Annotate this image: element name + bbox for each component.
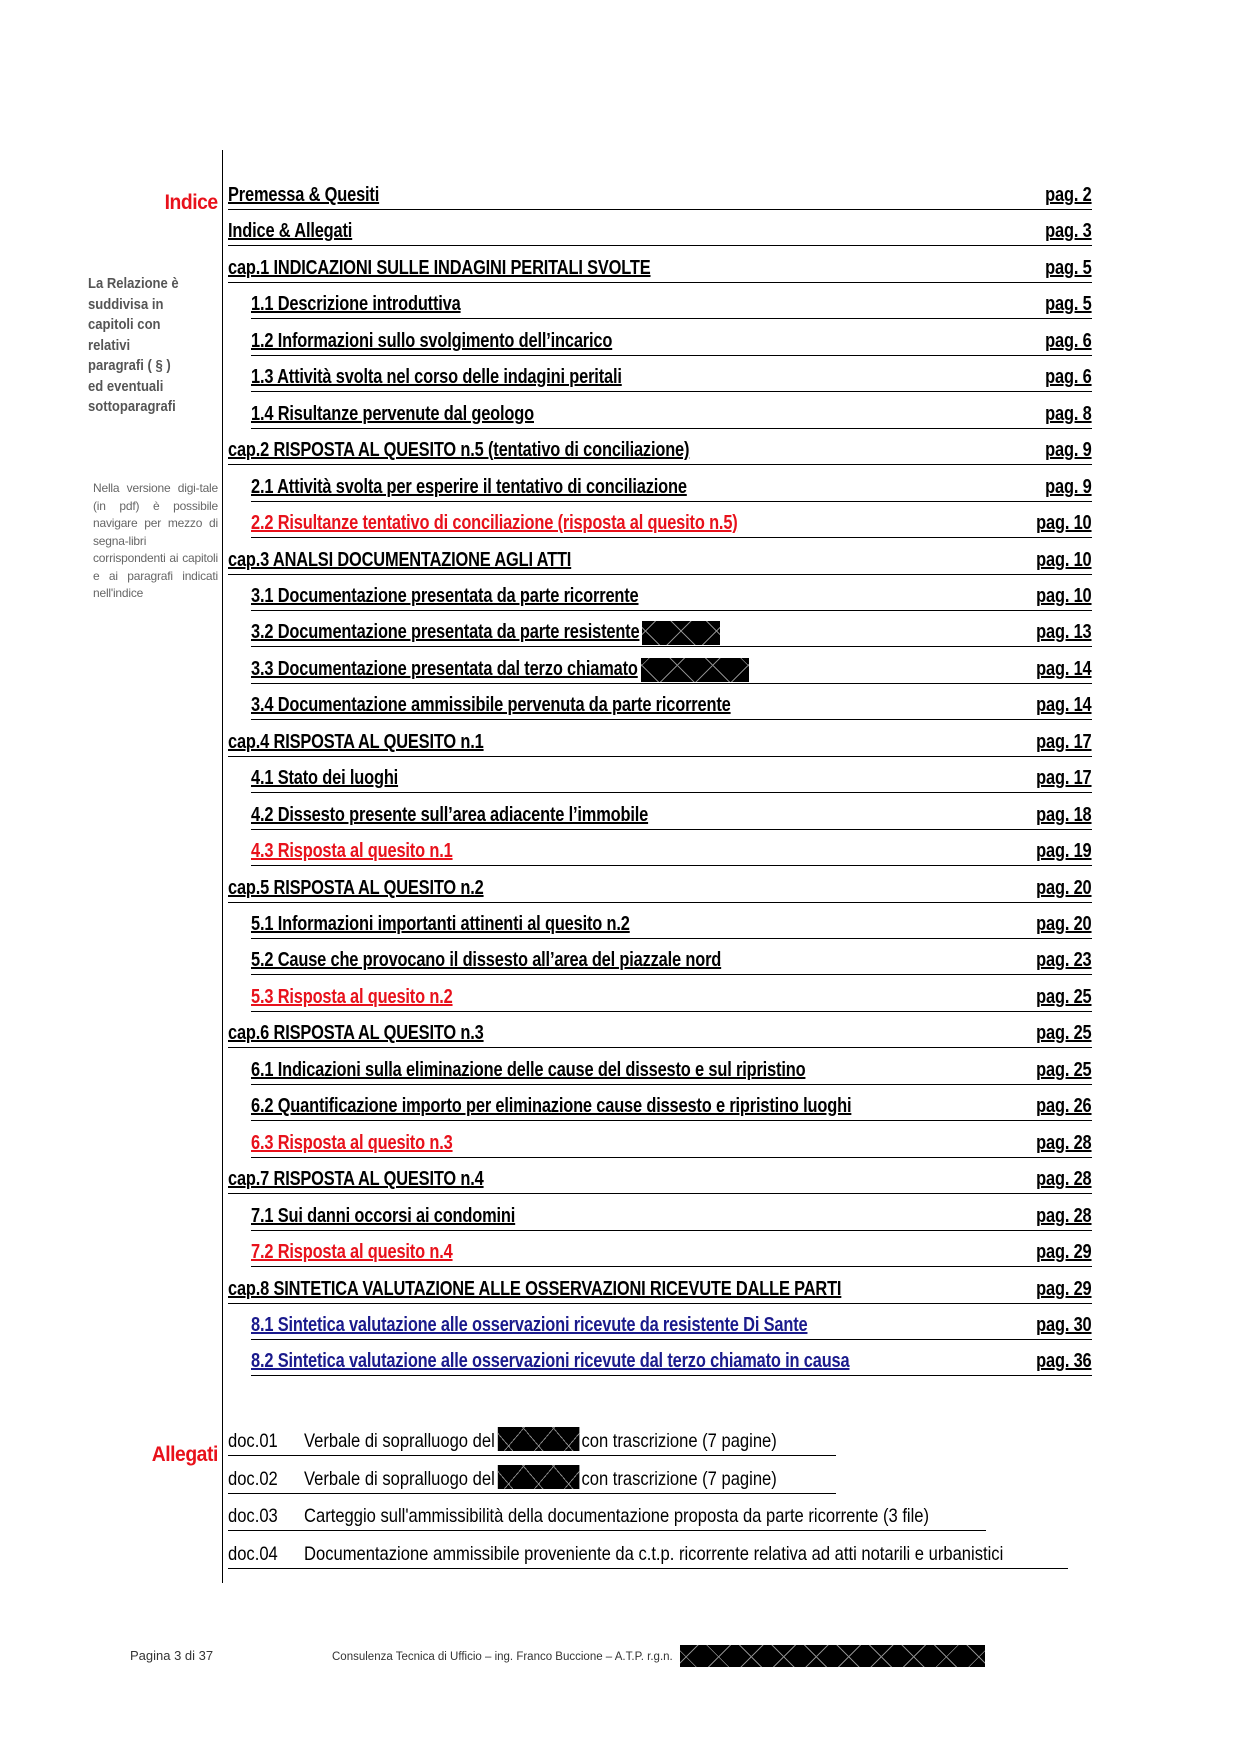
toc-entry-page: pag. 25 xyxy=(1036,1059,1092,1081)
toc-entry-page: pag. 26 xyxy=(1036,1095,1092,1117)
attachment-item[interactable] xyxy=(228,1426,836,1456)
toc-entry-page: pag. 9 xyxy=(1045,439,1092,461)
redaction-block xyxy=(680,1645,985,1667)
attachment-description-suffix: con trascrizione (7 pagine) xyxy=(581,1468,777,1490)
attachment-description-suffix: con trascrizione (7 pagine) xyxy=(581,1430,777,1452)
toc-entry-label: 1.3 Attività svolta nel corso delle indagini peritali xyxy=(251,366,622,388)
toc-entry-label: 4.3 Risposta al quesito n.1 xyxy=(251,840,453,862)
toc-entry[interactable] xyxy=(228,1018,1092,1048)
toc-entry[interactable] xyxy=(251,362,1092,392)
toc-entry-label: cap.5 RISPOSTA AL QUESITO n.2 xyxy=(228,877,484,899)
structure-note: La Relazione è suddivisa in capitoli con relativi paragrafi ( § ) ed eventuali sottoparagrafi xyxy=(88,276,179,415)
toc-entry-page: pag. 25 xyxy=(1036,1022,1092,1044)
toc-entry-label: 2.1 Attività svolta per esperire il tentativo di conciliazione xyxy=(251,476,687,498)
toc-entry-page: pag. 19 xyxy=(1036,840,1092,862)
toc-entry-label: 5.2 Cause che provocano il dissesto all’area del piazzale nord xyxy=(251,949,722,971)
attachment-description-text: Carteggio sull'ammissibilità della documentazione proposta da parte ricorrente (3 file) xyxy=(304,1505,930,1527)
toc-entry-page: pag. 3 xyxy=(1045,220,1092,242)
toc-entry-label: 8.1 Sintetica valutazione alle osservazioni ricevute da resistente Di Sante xyxy=(251,1314,808,1336)
toc-entry[interactable] xyxy=(228,435,1092,465)
attachment-description xyxy=(304,1465,777,1491)
toc-entry-page: pag. 17 xyxy=(1036,731,1092,753)
toc-entry-page: pag. 20 xyxy=(1036,877,1092,899)
attachment-description xyxy=(304,1427,777,1453)
toc-entry[interactable] xyxy=(251,326,1092,356)
attachment-code: doc.02 xyxy=(228,1468,278,1490)
redaction-block xyxy=(498,1465,580,1489)
toc-entry-page: pag. 6 xyxy=(1045,366,1092,388)
toc-entry-label: cap.7 RISPOSTA AL QUESITO n.4 xyxy=(228,1168,484,1190)
toc-entry-page: pag. 29 xyxy=(1036,1241,1092,1263)
toc-entry-label: 4.1 Stato dei luoghi xyxy=(251,767,399,789)
attachment-description xyxy=(304,1543,1003,1566)
toc-entry-label: Indice & Allegati xyxy=(228,220,353,242)
toc-entry-page: pag. 18 xyxy=(1036,804,1092,826)
toc-entry[interactable] xyxy=(251,982,1092,1012)
toc-entry-page: pag. 20 xyxy=(1036,913,1092,935)
footer-text: Consulenza Tecnica di Ufficio – ing. Franco Buccione – A.T.P. r.g.n. xyxy=(332,1651,673,1663)
redaction-block xyxy=(641,658,749,682)
toc-entry[interactable] xyxy=(251,1310,1092,1340)
bookmark-note: Nella versione digi-tale (in pdf) è possibile navigare per mezzo di segna-libri corrispondenti ai capitoli e ai paragrafi indicati nell'indice xyxy=(93,481,218,600)
toc-entry[interactable] xyxy=(251,836,1092,866)
toc-entry-page: pag. 10 xyxy=(1036,549,1092,571)
toc-entry-page: pag. 28 xyxy=(1036,1132,1092,1154)
toc-entry[interactable] xyxy=(251,1055,1092,1085)
toc-entry-label: 3.4 Documentazione ammissibile pervenuta da parte ricorrente xyxy=(251,694,731,716)
redaction-block xyxy=(498,1427,580,1451)
toc-entry[interactable] xyxy=(251,289,1092,319)
toc-entry-label: 4.2 Dissesto presente sull’area adiacente l’immobile xyxy=(251,804,649,826)
toc-entry-label: 6.1 Indicazioni sulla eliminazione delle cause del dissesto e sul ripristino xyxy=(251,1059,806,1081)
toc-entry[interactable] xyxy=(251,472,1092,502)
toc-entry-label: cap.8 SINTETICA VALUTAZIONE ALLE OSSERVAZIONI RICEVUTE DALLE PARTI xyxy=(228,1278,842,1300)
toc-entry-label: 2.2 Risultanze tentativo di conciliazione (risposta al quesito n.5) xyxy=(251,512,738,534)
redaction-block xyxy=(642,621,720,645)
toc-entry-label: 8.2 Sintetica valutazione alle osservazioni ricevute dal terzo chiamato in causa xyxy=(251,1350,850,1372)
attachment-code: doc.03 xyxy=(228,1505,278,1527)
toc-entry-page: pag. 5 xyxy=(1045,293,1092,315)
toc-entry-label: cap.4 RISPOSTA AL QUESITO n.1 xyxy=(228,731,484,753)
toc-entry-label: cap.6 RISPOSTA AL QUESITO n.3 xyxy=(228,1022,484,1044)
toc-entry-label: 6.3 Risposta al quesito n.3 xyxy=(251,1132,453,1154)
toc-entry-page: pag. 25 xyxy=(1036,986,1092,1008)
toc-entry-label: 5.1 Informazioni importanti attinenti al quesito n.2 xyxy=(251,913,630,935)
toc-entry-page: pag. 28 xyxy=(1036,1168,1092,1190)
attachment-item[interactable] xyxy=(228,1464,836,1494)
toc-entry[interactable] xyxy=(228,1274,1092,1304)
toc-entry[interactable] xyxy=(251,1201,1092,1231)
attachment-description-text: Documentazione ammissibile proveniente da c.t.p. ricorrente relativa ad atti notarili e urbanistici xyxy=(304,1543,1004,1565)
toc-entry-label: 7.2 Risposta al quesito n.4 xyxy=(251,1241,453,1263)
toc-entry[interactable] xyxy=(228,545,1092,575)
toc-entry-label: cap.2 RISPOSTA AL QUESITO n.5 (tentativo di conciliazione) xyxy=(228,439,690,461)
toc-entry[interactable] xyxy=(251,800,1092,830)
toc-entry-page: pag. 10 xyxy=(1036,585,1092,607)
toc-entry-page: pag. 30 xyxy=(1036,1314,1092,1336)
attachment-description xyxy=(304,1505,929,1528)
toc-entry-page: pag. 28 xyxy=(1036,1205,1092,1227)
index-heading: Indice xyxy=(164,191,218,214)
toc-entry[interactable] xyxy=(251,399,1092,429)
toc-entry-label: 5.3 Risposta al quesito n.2 xyxy=(251,986,453,1008)
toc-entry-page: pag. 6 xyxy=(1045,330,1092,352)
toc-entry[interactable] xyxy=(251,508,1092,538)
page-number: Pagina 3 di 37 xyxy=(130,1648,214,1663)
toc-entry[interactable] xyxy=(251,1346,1092,1376)
toc-entry-label: 1.1 Descrizione introduttiva xyxy=(251,293,461,315)
toc-entry-page: pag. 5 xyxy=(1045,257,1092,279)
toc-entry[interactable] xyxy=(228,180,1092,210)
toc-entry-page: pag. 2 xyxy=(1045,184,1092,206)
toc-entry[interactable] xyxy=(251,690,1092,720)
toc-entry-page: pag. 10 xyxy=(1036,512,1092,534)
toc-entry[interactable] xyxy=(251,581,1092,611)
toc-entry-page: pag. 23 xyxy=(1036,949,1092,971)
toc-entry-label: cap.1 INDICAZIONI SULLE INDAGINI PERITALI SVOLTE xyxy=(228,257,651,279)
attachments-heading: Allegati xyxy=(151,1443,218,1466)
toc-entry-label: cap.3 ANALSI DOCUMENTAZIONE AGLI ATTI xyxy=(228,549,572,571)
toc-entry-label: 7.1 Sui danni occorsi ai condomini xyxy=(251,1205,516,1227)
attachment-item[interactable] xyxy=(228,1501,986,1531)
toc-entry-label: 3.1 Documentazione presentata da parte ricorrente xyxy=(251,585,639,607)
toc-entry-page: pag. 29 xyxy=(1036,1278,1092,1300)
toc-entry[interactable] xyxy=(228,1164,1092,1194)
toc-entry-page: pag. 9 xyxy=(1045,476,1092,498)
toc-entry-page: pag. 8 xyxy=(1045,403,1092,425)
toc-entry-label: Premessa & Quesiti xyxy=(228,184,380,206)
toc-entry[interactable] xyxy=(228,727,1092,757)
toc-entry[interactable] xyxy=(251,1091,1092,1121)
toc-entry[interactable] xyxy=(251,617,1092,647)
toc-entry[interactable] xyxy=(228,216,1092,246)
toc-entry-label: 1.4 Risultanze pervenute dal geologo xyxy=(251,403,534,425)
toc-entry[interactable] xyxy=(251,763,1092,793)
attachment-description-text: Verbale di sopralluogo del xyxy=(304,1468,495,1490)
toc-entry-page: pag. 14 xyxy=(1036,694,1092,716)
vertical-separator xyxy=(222,150,223,1583)
toc-entry-page: pag. 36 xyxy=(1036,1350,1092,1372)
toc-entry-label: 3.2 Documentazione presentata da parte resistente xyxy=(251,621,640,643)
toc-entry[interactable] xyxy=(251,945,1092,975)
attachment-code: doc.04 xyxy=(228,1543,278,1565)
toc-entry[interactable] xyxy=(251,654,1092,684)
toc-entry[interactable] xyxy=(251,1237,1092,1267)
toc-entry[interactable] xyxy=(228,873,1092,903)
toc-entry-page: pag. 14 xyxy=(1036,658,1092,680)
toc-entry-label: 3.3 Documentazione presentata dal terzo chiamato xyxy=(251,658,638,680)
toc-entry-label: 6.2 Quantificazione importo per eliminazione cause dissesto e ripristino luoghi xyxy=(251,1095,852,1117)
toc-entry[interactable] xyxy=(251,1128,1092,1158)
attachment-description-text: Verbale di sopralluogo del xyxy=(304,1430,495,1452)
toc-entry[interactable] xyxy=(228,253,1092,283)
attachment-code: doc.01 xyxy=(228,1430,278,1452)
toc-entry[interactable] xyxy=(251,909,1092,939)
attachment-item[interactable] xyxy=(228,1539,1068,1569)
toc-entry-page: pag. 17 xyxy=(1036,767,1092,789)
toc-entry-label: 1.2 Informazioni sullo svolgimento dell’incarico xyxy=(251,330,613,352)
toc-entry-page: pag. 13 xyxy=(1036,621,1092,643)
